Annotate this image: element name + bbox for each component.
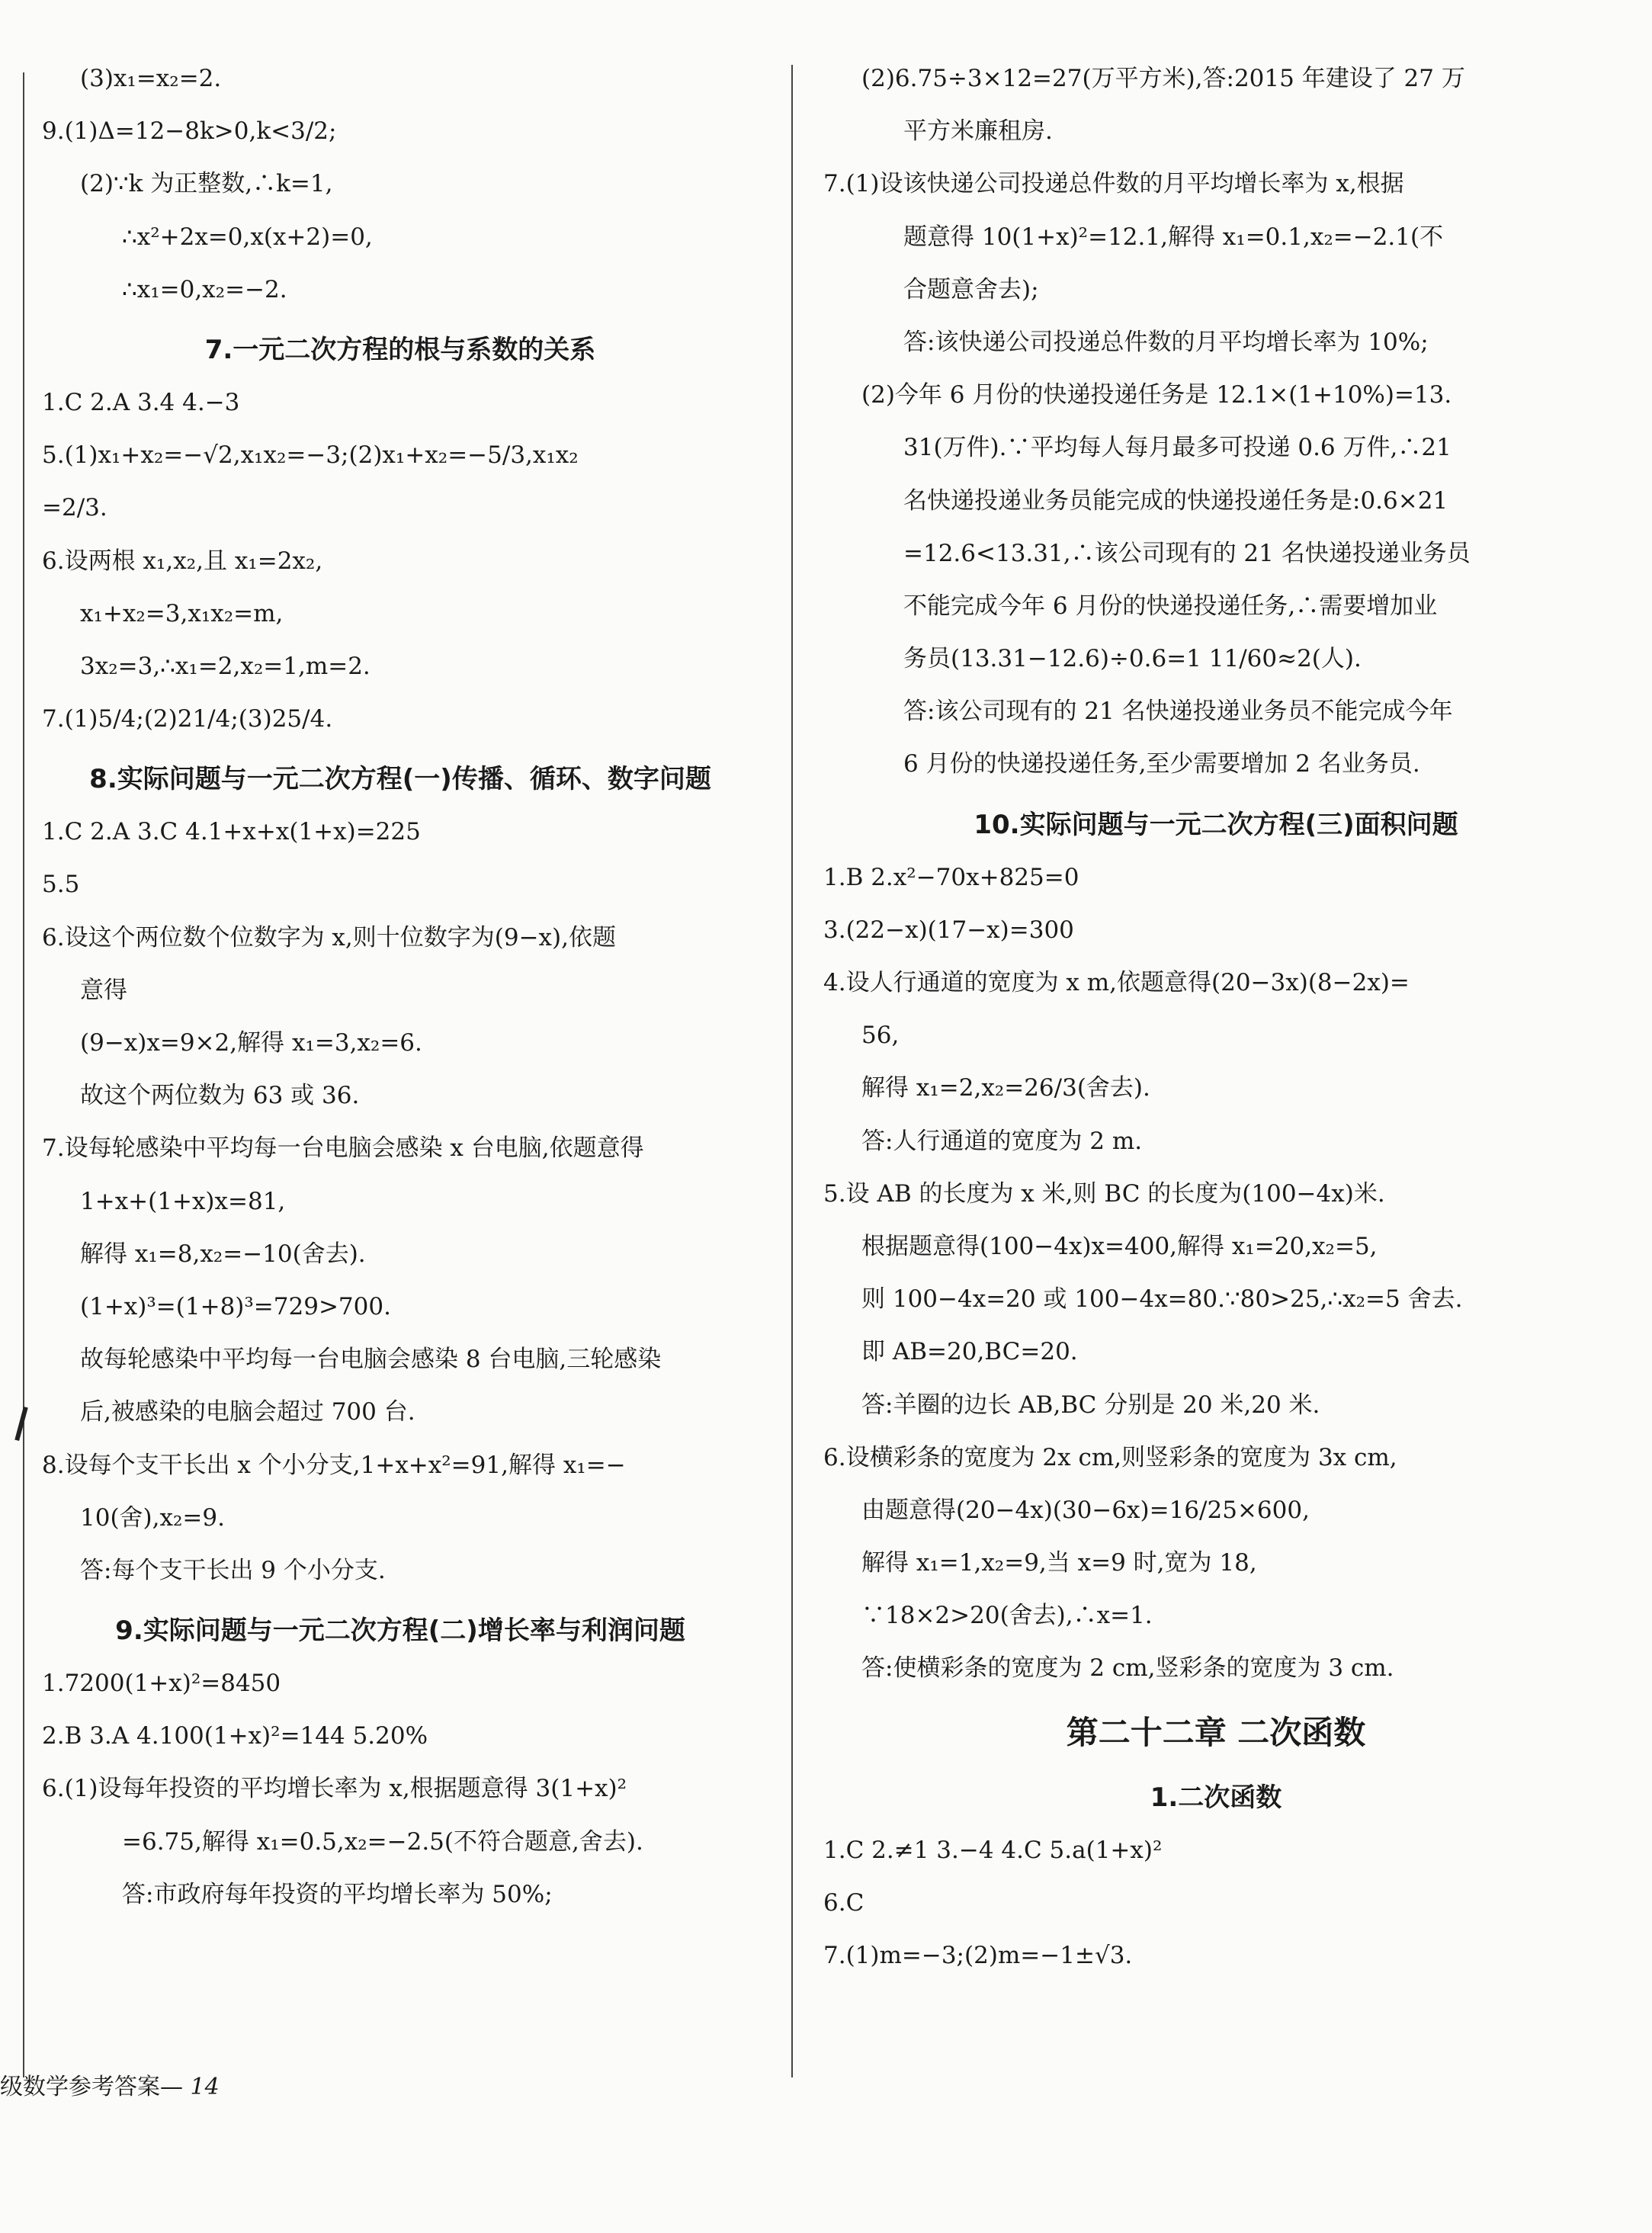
answer-line: 名快递投递业务员能完成的快递投递任务是:0.6×21 <box>903 486 1448 515</box>
answer-line: 2.B 3.A 4.100(1+x)²=144 5.20% <box>42 1722 428 1750</box>
answer-line: 题意得 10(1+x)²=12.1,解得 x₁=0.1,x₂=−2.1(不 <box>903 223 1444 251</box>
answer-line: 1.B 2.x²−70x+825=0 <box>823 863 1079 891</box>
answer-line: 故每轮感染中平均每一台电脑会感染 8 台电脑,三轮感染 <box>80 1346 662 1374</box>
answer-line: (9−x)x=9×2,解得 x₁=3,x₂=6. <box>80 1029 422 1057</box>
answer-line: 1+x+(1+x)x=81, <box>80 1187 286 1215</box>
answer-line: 答:羊圈的边长 AB,BC 分别是 20 米,20 米. <box>861 1391 1320 1419</box>
answer-line: 不能完成今年 6 月份的快递投递任务,∴需要增加业 <box>903 592 1438 620</box>
page-number: 14 <box>190 2074 220 2100</box>
answer-line: 5.5 <box>42 871 80 899</box>
right-column <box>823 65 1609 1994</box>
answer-line: ∴x²+2x=0,x(x+2)=0, <box>122 223 373 251</box>
answer-line: (2)6.75÷3×12=27(万平方米),答:2015 年建设了 27 万 <box>861 65 1465 92</box>
answer-line: x₁+x₂=3,x₁x₂=m, <box>80 599 284 627</box>
answer-line: 31(万件).∵平均每人每月最多可投递 0.6 万件,∴21 <box>903 434 1452 462</box>
answer-line: ∵18×2>20(舍去),∴x=1. <box>861 1602 1153 1630</box>
answer-line: 1.C 2.A 3.C 4.1+x+x(1+x)=225 <box>42 818 421 846</box>
answer-line: 6.设两根 x₁,x₂,且 x₁=2x₂, <box>42 547 323 575</box>
answer-line: 答:使横彩条的宽度为 2 cm,竖彩条的宽度为 3 cm. <box>861 1654 1394 1683</box>
answer-line: (2)今年 6 月份的快递投递任务是 12.1×(1+10%)=13. <box>861 381 1452 409</box>
answer-line: 解得 x₁=1,x₂=9,当 x=9 时,宽为 18, <box>861 1549 1257 1577</box>
answer-line: 5.设 AB 的长度为 x 米,则 BC 的长度为(100−4x)米. <box>823 1179 1385 1208</box>
answer-line: 6.C <box>823 1888 864 1917</box>
answer-line: 3x₂=3,∴x₁=2,x₂=1,m=2. <box>80 652 370 680</box>
section-heading: 第二十二章 二次函数 <box>1066 1713 1366 1751</box>
answer-line: 合题意舍去); <box>903 275 1039 303</box>
answer-line: (1+x)³=(1+8)³=729>700. <box>80 1292 391 1320</box>
section-heading: 10.实际问题与一元二次方程(三)面积问题 <box>974 809 1458 840</box>
answer-line: 后,被感染的电脑会超过 700 台. <box>80 1398 415 1426</box>
answer-line: 答:人行通道的宽度为 2 m. <box>861 1127 1143 1155</box>
answer-line: 意得 <box>80 976 127 1004</box>
answer-line: (3)x₁=x₂=2. <box>80 65 222 92</box>
answer-line: 务员(13.31−12.6)÷0.6=1 11/60≈2(人). <box>903 645 1362 673</box>
column-divider <box>791 65 793 2077</box>
answer-line: 故这个两位数为 63 或 36. <box>80 1082 360 1110</box>
answer-line: =6.75,解得 x₁=0.5,x₂=−2.5(不符合题意,舍去). <box>122 1827 643 1856</box>
answer-line: 7.(1)m=−3;(2)m=−1±√3. <box>823 1942 1133 1969</box>
answer-line: ∴x₁=0,x₂=−2. <box>122 275 287 303</box>
answer-line: 即 AB=20,BC=20. <box>861 1338 1078 1366</box>
answer-line: 答:市政府每年投资的平均增长率为 50%; <box>122 1880 553 1908</box>
answer-line: 6 月份的快递投递任务,至少需要增加 2 名业务员. <box>903 750 1420 778</box>
section-heading: 1.二次函数 <box>1150 1782 1282 1813</box>
answer-line: 6.设横彩条的宽度为 2x cm,则竖彩条的宽度为 3x cm, <box>823 1443 1397 1471</box>
answer-line: =12.6<13.31,∴该公司现有的 21 名快递投递业务员 <box>903 539 1471 567</box>
answer-line: 则 100−4x=20 或 100−4x=80.∵80>25,∴x₂=5 舍去. <box>861 1285 1463 1314</box>
answer-line: 7.设每轮感染中平均每一台电脑会感染 x 台电脑,依题意得 <box>42 1134 644 1163</box>
answer-line: 答:每个支干长出 9 个小分支. <box>80 1556 386 1584</box>
left-column <box>42 65 759 1933</box>
section-heading: 9.实际问题与一元二次方程(二)增长率与利润问题 <box>115 1615 685 1647</box>
page-footer <box>0 2068 220 2101</box>
answer-line: 解得 x₁=8,x₂=−10(舍去). <box>80 1240 366 1268</box>
answer-line: 4.设人行通道的宽度为 x m,依题意得(20−3x)(8−2x)= <box>823 969 1410 996</box>
answer-line: 答:该快递公司投递总件数的月平均增长率为 10%; <box>903 328 1429 356</box>
answer-line: =2/3. <box>42 494 107 522</box>
answer-line: 6.设这个两位数个位数字为 x,则十位数字为(9−x),依题 <box>42 923 616 951</box>
answer-line: 6.(1)设每年投资的平均增长率为 x,根据题意得 3(1+x)² <box>42 1775 627 1803</box>
answer-line: 9.(1)Δ=12−8k>0,k<3/2; <box>42 117 337 146</box>
answer-line: 由题意得(20−4x)(30−6x)=16/25×600, <box>861 1496 1310 1524</box>
answer-line: 56, <box>861 1022 900 1050</box>
answer-line: 1.7200(1+x)²=8450 <box>42 1670 281 1698</box>
answer-line: 5.(1)x₁+x₂=−√2,x₁x₂=−3;(2)x₁+x₂=−5/3,x₁x₂ <box>42 441 579 470</box>
answer-line: 8.设每个支干长出 x 个小分支,1+x+x²=91,解得 x₁=− <box>42 1451 626 1479</box>
scan-mark <box>14 1407 27 1441</box>
answer-line: 根据题意得(100−4x)x=400,解得 x₁=20,x₂=5, <box>861 1232 1378 1260</box>
left-margin-rule <box>23 72 24 2077</box>
answer-line: 平方米廉租房. <box>903 117 1053 146</box>
answer-line: 7.(1)设该快递公司投递总件数的月平均增长率为 x,根据 <box>823 170 1404 198</box>
answer-line: 3.(22−x)(17−x)=300 <box>823 916 1074 944</box>
section-heading: 8.实际问题与一元二次方程(一)传播、循环、数字问题 <box>89 764 711 795</box>
footer-label: 级数学参考答案— <box>0 2074 183 2100</box>
answer-line: 答:该公司现有的 21 名快递投递业务员不能完成今年 <box>903 698 1453 726</box>
answer-line: 10(舍),x₂=9. <box>80 1503 225 1532</box>
answer-line: 1.C 2.A 3.4 4.−3 <box>42 388 240 416</box>
answer-line: 解得 x₁=2,x₂=26/3(舍去). <box>861 1074 1150 1102</box>
answer-line: 1.C 2.≠1 3.−4 4.C 5.a(1+x)² <box>823 1836 1163 1864</box>
section-heading: 7.一元二次方程的根与系数的关系 <box>204 334 596 365</box>
answer-line: 7.(1)5/4;(2)21/4;(3)25/4. <box>42 705 333 733</box>
answer-line: (2)∵k 为正整数,∴k=1, <box>80 170 333 198</box>
